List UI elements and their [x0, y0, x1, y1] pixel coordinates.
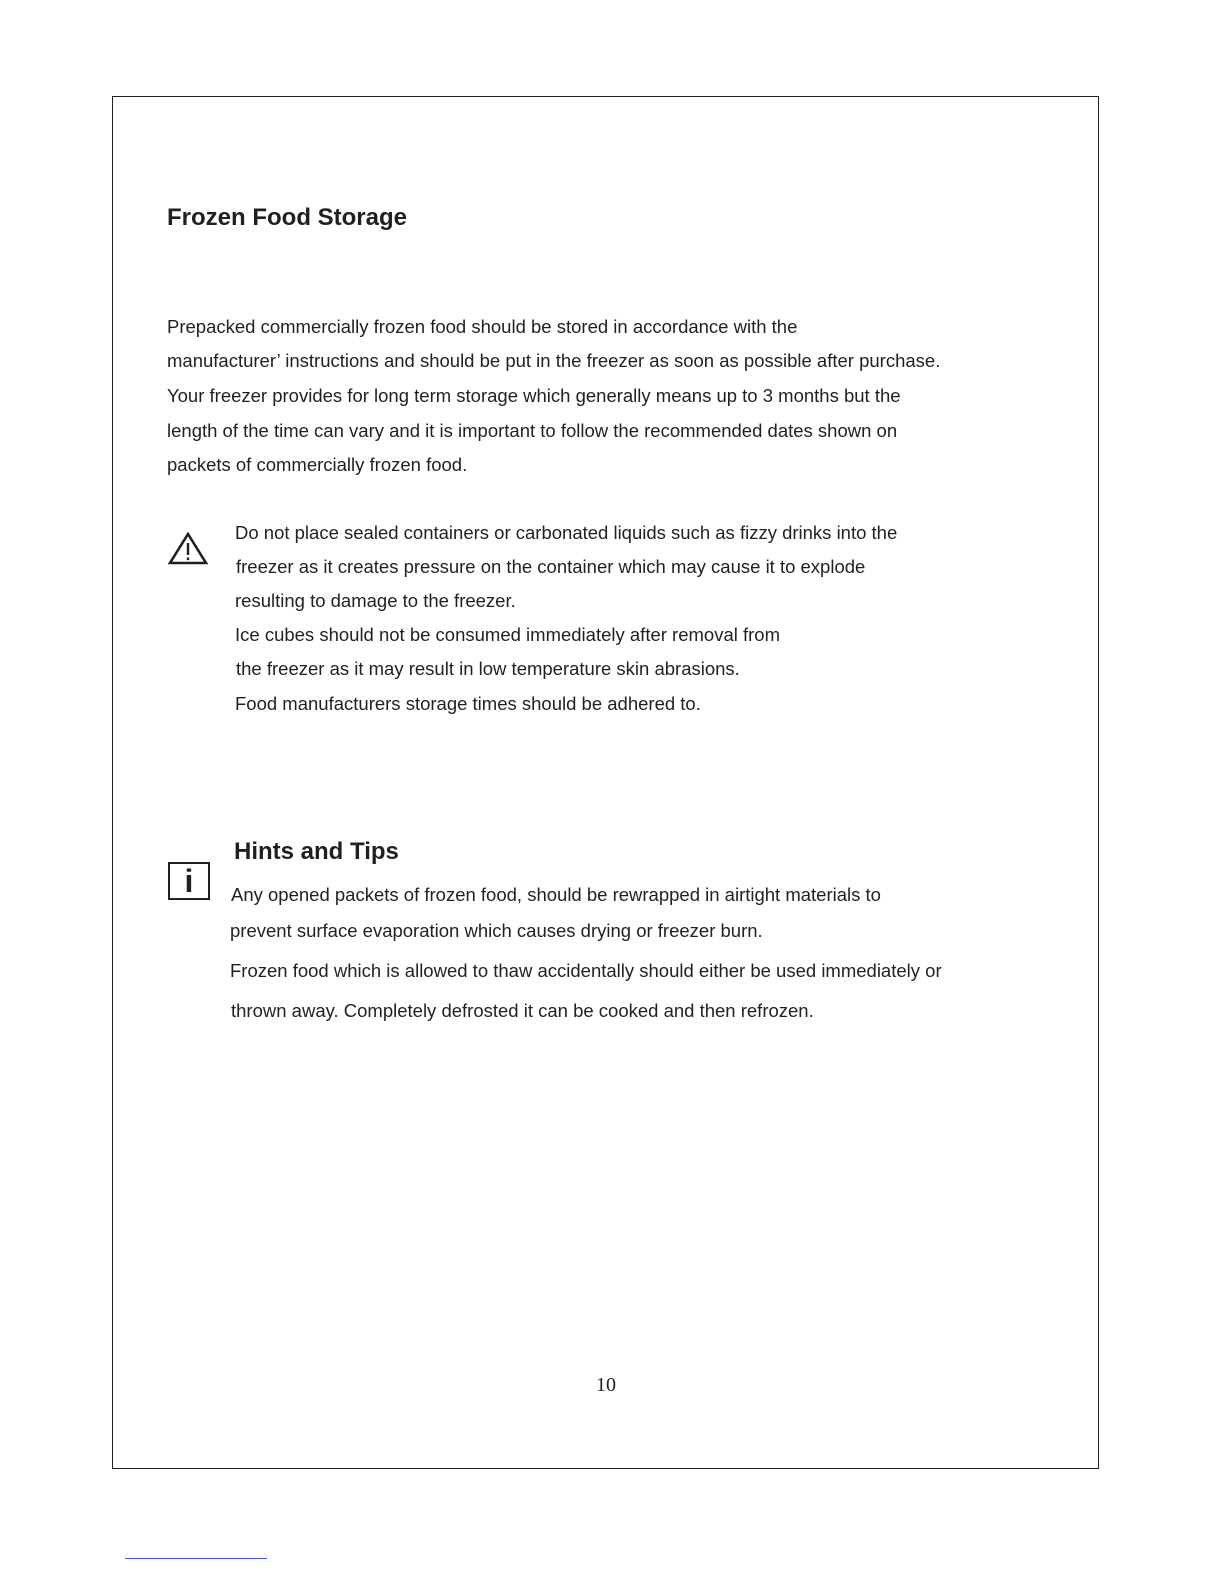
- hints-title: Hints and Tips: [234, 838, 399, 865]
- warning-triangle-icon: [168, 532, 208, 566]
- warning-line: Ice cubes should not be consumed immediately after removal from: [235, 624, 780, 645]
- intro-line: Prepacked commercially frozen food should be stored in accordance with the: [167, 316, 798, 337]
- warning-line: freezer as it creates pressure on the container which may cause it to explode: [236, 556, 866, 577]
- intro-line: packets of commercially frozen food.: [167, 454, 468, 475]
- intro-line: manufacturer’ instructions and should be put in the freezer as soon as possible after purchase.: [167, 350, 941, 371]
- intro-line: Your freezer provides for long term storage which generally means up to 3 months but the: [167, 385, 901, 406]
- hint-line: Frozen food which is allowed to thaw accidentally should either be used immediately or: [230, 960, 942, 981]
- footer-rule: [125, 1558, 267, 1559]
- hint-line: prevent surface evaporation which causes drying or freezer burn.: [230, 920, 763, 941]
- warning-line: Do not place sealed containers or carbonated liquids such as fizzy drinks into the: [235, 522, 898, 543]
- info-icon: i: [168, 862, 210, 900]
- warning-line: resulting to damage to the freezer.: [235, 590, 516, 611]
- warning-line: Food manufacturers storage times should be adhered to.: [235, 693, 701, 714]
- page-title: Frozen Food Storage: [167, 204, 407, 231]
- page-border: [112, 96, 1099, 1469]
- hint-line: thrown away. Completely defrosted it can be cooked and then refrozen.: [231, 1000, 814, 1021]
- hint-line: Any opened packets of frozen food, should be rewrapped in airtight materials to: [231, 884, 881, 905]
- warning-line: the freezer as it may result in low temperature skin abrasions.: [236, 658, 740, 679]
- intro-line: length of the time can vary and it is important to follow the recommended dates shown on: [167, 420, 898, 441]
- page-number: 10: [596, 1374, 616, 1396]
